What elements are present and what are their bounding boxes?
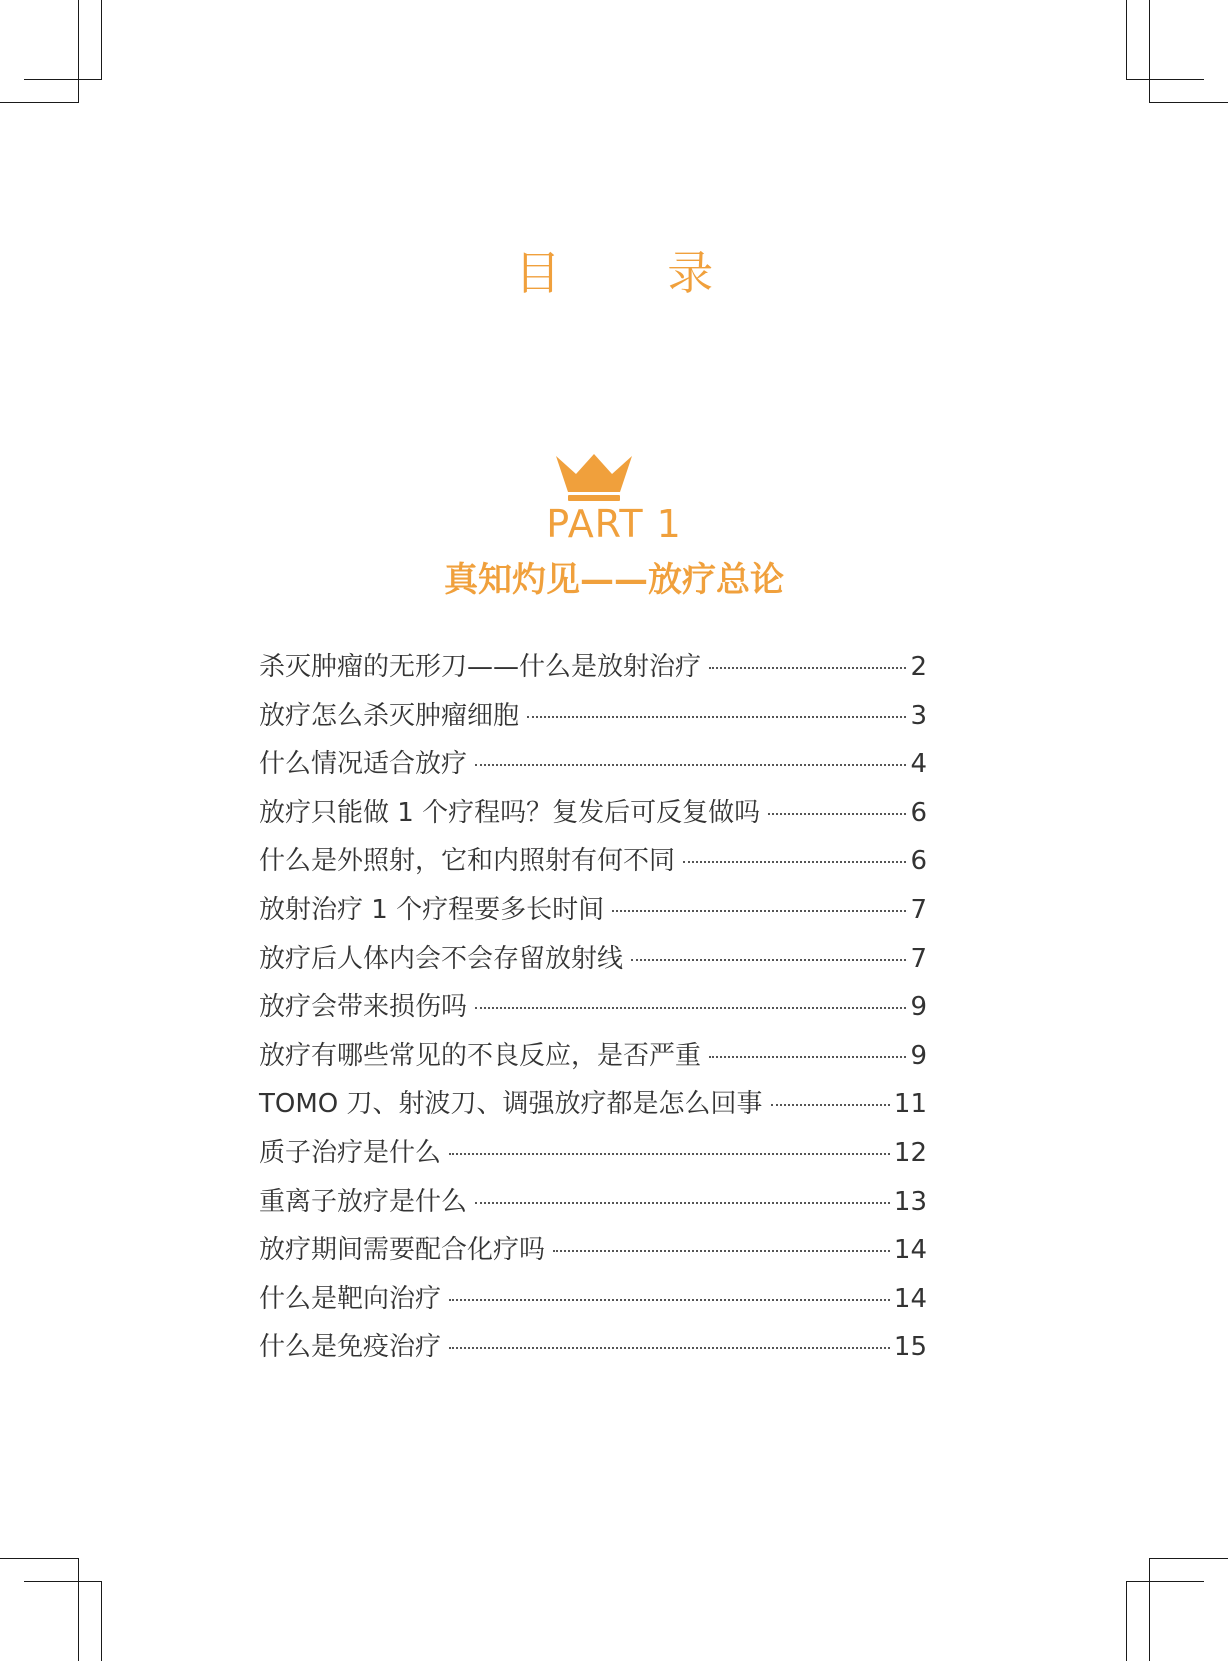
toc-list	[259, 646, 927, 1375]
toc-entry-title: 杀灭肿瘤的无形刀——什么是放射治疗	[259, 652, 702, 682]
toc-dot-leader	[631, 959, 906, 961]
toc-entry-page: 4	[910, 749, 927, 780]
toc-dot-leader	[709, 667, 906, 669]
toc-entry[interactable]	[259, 1181, 927, 1230]
crop-mark	[1149, 0, 1150, 103]
toc-entry-page: 14	[893, 1283, 927, 1314]
crop-mark	[0, 1558, 79, 1559]
toc-entry[interactable]	[259, 646, 927, 695]
crop-mark	[101, 0, 102, 80]
toc-dot-leader	[527, 716, 906, 718]
crop-mark	[0, 102, 79, 103]
toc-dot-leader	[553, 1250, 890, 1252]
crop-mark	[78, 1558, 79, 1661]
toc-dot-leader	[709, 1056, 906, 1058]
crop-mark	[24, 1581, 102, 1582]
toc-dot-leader	[449, 1347, 890, 1349]
toc-entry-title: 什么是外照射，它和内照射有何不同	[259, 846, 676, 877]
crop-mark	[1149, 1558, 1150, 1661]
toc-dot-leader	[475, 1202, 890, 1204]
part-title: 真知灼见——放疗总论	[444, 560, 784, 600]
toc-entry-title: 放疗有哪些常见的不良反应，是否严重	[259, 1040, 702, 1071]
toc-entry-page: 9	[910, 992, 927, 1023]
toc-entry-page: 7	[910, 943, 927, 974]
toc-entry[interactable]	[259, 1326, 927, 1375]
toc-entry[interactable]	[259, 889, 927, 938]
toc-entry[interactable]	[259, 1035, 927, 1084]
crop-mark	[24, 79, 102, 80]
toc-entry[interactable]	[259, 986, 927, 1035]
toc-entry[interactable]	[259, 695, 927, 744]
crop-mark	[1126, 1581, 1127, 1661]
toc-dot-leader	[768, 813, 906, 815]
toc-entry-title: 放疗只能做 1 个疗程吗？复发后可反复做吗	[259, 797, 761, 828]
crown-icon	[554, 452, 634, 502]
toc-entry-page: 2	[910, 652, 927, 682]
crop-mark	[1149, 102, 1228, 103]
toc-entry-title: TOMO 刀、射波刀、调强放疗都是怎么回事	[259, 1089, 763, 1120]
toc-entry-title: 重离子放疗是什么	[259, 1186, 468, 1217]
crop-mark	[1126, 79, 1204, 80]
toc-dot-leader	[612, 910, 906, 912]
toc-entry-page: 13	[893, 1186, 927, 1217]
toc-entry-page: 14	[893, 1235, 927, 1266]
crop-mark	[1126, 1581, 1204, 1582]
crop-mark	[1149, 1558, 1228, 1559]
toc-dot-leader	[449, 1299, 890, 1301]
toc-entry-page: 12	[893, 1137, 927, 1168]
toc-entry-title: 放疗期间需要配合化疗吗	[259, 1235, 546, 1266]
toc-dot-leader	[683, 861, 906, 863]
toc-dot-leader	[449, 1153, 890, 1155]
toc-entry[interactable]	[259, 743, 927, 792]
toc-entry-page: 6	[910, 846, 927, 877]
toc-entry-page: 6	[910, 797, 927, 828]
toc-entry-title: 放疗后人体内会不会存留放射线	[259, 943, 624, 974]
crop-mark	[101, 1581, 102, 1661]
toc-dot-leader	[475, 764, 906, 766]
crop-mark	[78, 0, 79, 103]
toc-entry[interactable]	[259, 1229, 927, 1278]
toc-entry-title: 什么情况适合放疗	[259, 749, 468, 780]
toc-entry-title: 什么是免疫治疗	[259, 1332, 442, 1363]
toc-entry-page: 15	[893, 1332, 927, 1363]
toc-entry[interactable]	[259, 938, 927, 987]
toc-entry[interactable]	[259, 792, 927, 841]
toc-entry-title: 放疗怎么杀灭肿瘤细胞	[259, 700, 520, 731]
toc-dot-leader	[771, 1104, 890, 1106]
toc-dot-leader	[475, 1007, 906, 1009]
toc-heading: 目 录	[514, 246, 760, 300]
toc-entry-title: 放射治疗 1 个疗程要多长时间	[259, 894, 605, 925]
crop-mark	[1126, 0, 1127, 80]
toc-entry-page: 9	[910, 1040, 927, 1071]
toc-entry-title: 放疗会带来损伤吗	[259, 992, 468, 1023]
toc-entry[interactable]	[259, 1278, 927, 1327]
toc-entry[interactable]	[259, 840, 927, 889]
toc-entry-page: 7	[910, 894, 927, 925]
toc-entry-title: 质子治疗是什么	[259, 1137, 442, 1168]
toc-entry-page: 3	[910, 700, 927, 731]
toc-entry-title: 什么是靶向治疗	[259, 1283, 442, 1314]
toc-entry[interactable]	[259, 1132, 927, 1181]
toc-entry-page: 11	[893, 1089, 927, 1120]
part-label: PART 1	[546, 502, 682, 546]
toc-entry[interactable]	[259, 1083, 927, 1132]
